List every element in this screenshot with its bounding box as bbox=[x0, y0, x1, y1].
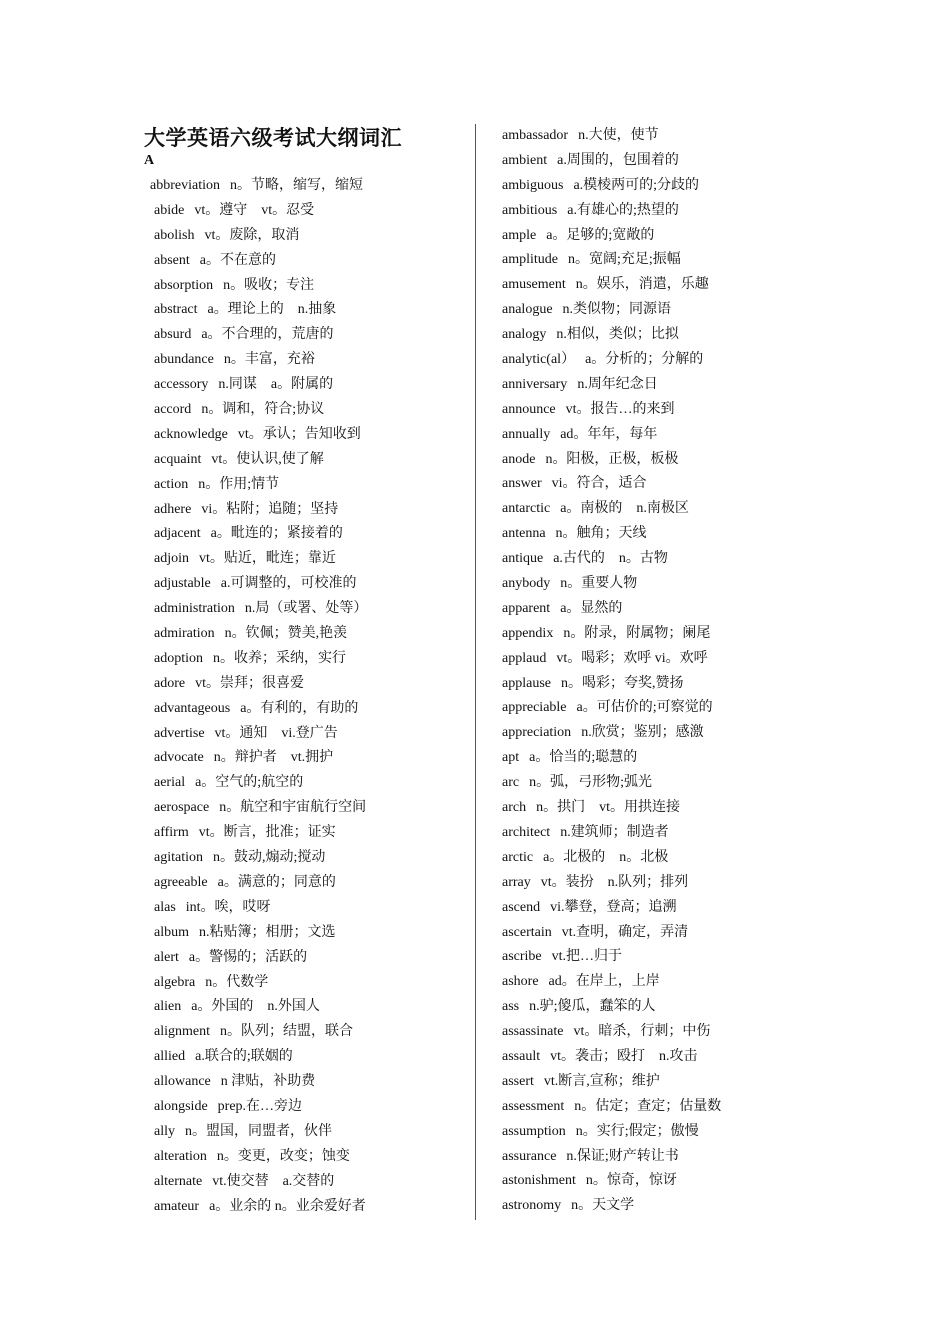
vocab-word: anode bbox=[502, 451, 536, 467]
vocab-definition: a。不在意的 bbox=[199, 252, 276, 268]
vocab-entry bbox=[502, 721, 842, 746]
vocab-word: adjustable bbox=[154, 576, 211, 592]
vocab-definition: int。唉，哎呀 bbox=[185, 899, 271, 915]
vocab-word: affirm bbox=[154, 825, 189, 841]
vocab-entry bbox=[150, 896, 470, 921]
vocab-definition: a。满意的；同意的 bbox=[217, 874, 336, 890]
vocab-word: adoption bbox=[154, 650, 203, 666]
vocab-entry bbox=[502, 1070, 842, 1095]
vocab-definition: vt。通知 vi.登广告 bbox=[214, 725, 338, 741]
vocab-entry bbox=[150, 224, 470, 249]
vocab-entry bbox=[150, 597, 470, 622]
vocab-word: ambassador bbox=[502, 128, 569, 143]
vocab-entry bbox=[502, 1120, 842, 1145]
vocab-definition: a.可调整的，可校准的 bbox=[220, 576, 357, 592]
vocab-word: alongside bbox=[154, 1098, 208, 1114]
vocab-definition: n。触角；天线 bbox=[555, 526, 647, 542]
vocab-word: appendix bbox=[502, 625, 554, 641]
vocab-definition: a.周围的，包围着的 bbox=[557, 152, 679, 168]
vocab-definition: n.同谋 a。附属的 bbox=[218, 377, 334, 393]
vocab-entry bbox=[150, 1170, 470, 1195]
section-letter: A bbox=[144, 153, 155, 168]
vocab-definition: vt.查明，确定，弄清 bbox=[561, 924, 689, 940]
vocab-definition: n。收养；采纳，实行 bbox=[213, 650, 346, 666]
vocab-entry bbox=[150, 323, 470, 348]
vocab-entry bbox=[502, 298, 842, 323]
vocab-entry bbox=[502, 821, 842, 846]
vocab-word: ambitious bbox=[502, 202, 558, 218]
vocab-word: assassinate bbox=[502, 1024, 564, 1040]
vocab-entry bbox=[150, 398, 470, 423]
vocab-word: ascertain bbox=[502, 924, 552, 940]
vocab-definition: vt。喝彩；欢呼 vi。欢呼 bbox=[556, 650, 708, 666]
vocab-word: advocate bbox=[154, 750, 204, 766]
right-column bbox=[502, 124, 842, 1219]
vocab-word: ascend bbox=[502, 899, 541, 915]
vocab-word: adhere bbox=[154, 501, 192, 517]
vocab-word: aerial bbox=[154, 775, 186, 791]
vocab-word: alas bbox=[154, 899, 176, 915]
vocab-word: apt bbox=[502, 750, 520, 766]
vocab-word: alteration bbox=[154, 1148, 207, 1164]
vocab-definition: n 津贴，补助费 bbox=[220, 1074, 316, 1090]
vocab-definition: n.局（或署、处等） bbox=[244, 601, 368, 617]
vocab-definition: a。恰当的;聪慧的 bbox=[529, 750, 638, 766]
vocab-definition: n.保证;财产转让书 bbox=[566, 1148, 679, 1164]
vocab-entry bbox=[150, 572, 470, 597]
vocab-definition: n。弧，弓形物;弧光 bbox=[529, 775, 652, 791]
vocab-entry bbox=[502, 373, 842, 398]
vocab-entry bbox=[150, 846, 470, 871]
vocab-definition: n。丰富，充裕 bbox=[223, 352, 315, 368]
vocab-word: allowance bbox=[154, 1074, 211, 1090]
vocab-word: acknowledge bbox=[154, 426, 228, 442]
vocab-definition: n.驴;傻瓜，蠢笨的人 bbox=[529, 999, 656, 1015]
vocab-definition: n。娱乐，消遣，乐趣 bbox=[575, 277, 709, 293]
vocab-word: accord bbox=[154, 402, 192, 418]
vocab-entry bbox=[150, 498, 470, 523]
vocab-definition: a。业余的 n。业余爱好者 bbox=[209, 1198, 366, 1214]
vocab-word: ample bbox=[502, 227, 537, 243]
vocab-entry bbox=[502, 1194, 842, 1219]
vocab-entry bbox=[502, 945, 842, 970]
vocab-word: assumption bbox=[502, 1123, 566, 1139]
vocab-entry bbox=[150, 174, 470, 199]
vocab-entry bbox=[502, 696, 842, 721]
vocab-definition: ad。年年，每年 bbox=[560, 426, 658, 442]
vocab-word: assurance bbox=[502, 1148, 557, 1164]
vocab-definition: n。盟国，同盟者，伙伴 bbox=[185, 1123, 332, 1139]
vocab-entry bbox=[150, 946, 470, 971]
vocab-entry bbox=[150, 249, 470, 274]
vocab-entry bbox=[150, 1145, 470, 1170]
vocab-definition: vt。崇拜；很喜爱 bbox=[195, 675, 304, 691]
vocab-word: aerospace bbox=[154, 800, 210, 816]
vocab-entry bbox=[502, 796, 842, 821]
vocab-word: assessment bbox=[502, 1098, 565, 1114]
vocab-definition: n。喝彩；夸奖,赞扬 bbox=[560, 675, 684, 691]
vocab-word: abundance bbox=[154, 352, 214, 368]
vocab-word: abide bbox=[154, 202, 185, 218]
vocab-definition: a。警惕的；活跃的 bbox=[188, 949, 308, 965]
vocab-definition: a。有利的，有助的 bbox=[240, 700, 359, 716]
vocab-definition: ad。在岸上，上岸 bbox=[548, 974, 660, 990]
vocab-entry bbox=[150, 1120, 470, 1145]
vocab-entry bbox=[502, 1145, 842, 1170]
vocab-word: amplitude bbox=[502, 252, 558, 268]
vocab-definition: n.类似物；同源语 bbox=[562, 302, 672, 318]
vocab-definition: a。可估价的;可察觉的 bbox=[576, 700, 713, 716]
left-column bbox=[150, 174, 470, 1219]
vocab-definition: a。分析的；分解的 bbox=[585, 352, 704, 368]
vocab-definition: n。拱门 vt。用拱连接 bbox=[536, 800, 680, 816]
vocab-word: allied bbox=[154, 1049, 186, 1065]
vocab-word: absurd bbox=[154, 327, 192, 343]
vocab-word: astonishment bbox=[502, 1173, 576, 1189]
vocab-definition: a。足够的;宽敞的 bbox=[546, 227, 655, 243]
vocab-entry bbox=[502, 771, 842, 796]
vocab-word: agreeable bbox=[154, 874, 208, 890]
vocab-entry bbox=[502, 1045, 842, 1070]
vocab-entry bbox=[502, 995, 842, 1020]
vocab-definition: a。北极的 n。北极 bbox=[543, 849, 669, 865]
vocab-entry bbox=[502, 124, 842, 149]
vocab-word: alignment bbox=[154, 1024, 210, 1040]
vocab-word: arc bbox=[502, 775, 520, 791]
vocab-entry bbox=[502, 1169, 842, 1194]
vocab-definition: a。空气的;航空的 bbox=[195, 775, 304, 791]
vocab-word: annually bbox=[502, 426, 551, 442]
vocab-entry bbox=[150, 298, 470, 323]
vocab-word: applaud bbox=[502, 650, 547, 666]
vocab-entry bbox=[150, 199, 470, 224]
vocab-definition: a。理论上的 n.抽象 bbox=[207, 302, 337, 318]
vocab-word: assert bbox=[502, 1073, 534, 1089]
vocab-word: answer bbox=[502, 476, 542, 492]
vocab-word: adore bbox=[154, 675, 186, 691]
vocab-entry bbox=[150, 1045, 470, 1070]
vocab-word: abbreviation bbox=[150, 178, 220, 193]
vocab-entry bbox=[150, 1020, 470, 1045]
vocab-word: astronomy bbox=[502, 1198, 562, 1214]
vocab-word: accessory bbox=[154, 377, 209, 393]
vocab-definition: n。附录，附属物；阑尾 bbox=[563, 625, 711, 641]
vocab-entry bbox=[150, 373, 470, 398]
vocab-word: antique bbox=[502, 551, 544, 567]
vocab-word: adjoin bbox=[154, 551, 189, 567]
vocab-word: absorption bbox=[154, 277, 214, 293]
vocab-definition: n。作用;情节 bbox=[198, 476, 280, 492]
vocab-word: agitation bbox=[154, 850, 203, 866]
vocab-definition: n。钦佩；赞美,艳羡 bbox=[224, 626, 348, 642]
vocab-definition: vi。符合，适合 bbox=[551, 476, 647, 492]
vocab-definition: vt。遵守 vt。忍受 bbox=[194, 202, 315, 218]
vocab-entry bbox=[150, 921, 470, 946]
vocab-entry bbox=[502, 423, 842, 448]
vocab-word: administration bbox=[154, 601, 235, 617]
vocab-definition: vi。粘附；追随；坚持 bbox=[201, 501, 339, 517]
vocab-word: announce bbox=[502, 401, 556, 417]
vocab-entry bbox=[502, 622, 842, 647]
vocab-entry bbox=[150, 622, 470, 647]
vocab-entry bbox=[502, 448, 842, 473]
vocab-word: admiration bbox=[154, 626, 215, 642]
vocab-definition: n。天文学 bbox=[571, 1198, 635, 1214]
vocab-entry bbox=[150, 697, 470, 722]
vocab-word: advantageous bbox=[154, 700, 231, 716]
vocab-entry bbox=[502, 398, 842, 423]
vocab-word: ally bbox=[154, 1123, 175, 1139]
page-title: 大学英语六级考试大纲词汇 bbox=[144, 126, 402, 150]
vocab-definition: vt。报告…的来到 bbox=[565, 401, 675, 417]
vocab-entry bbox=[150, 771, 470, 796]
vocab-entry bbox=[502, 970, 842, 995]
vocab-definition: vt.把…归于 bbox=[551, 949, 623, 965]
vocab-definition: n.欣赏；鉴别；感激 bbox=[581, 725, 704, 741]
vocab-entry bbox=[150, 274, 470, 299]
vocab-word: alert bbox=[154, 949, 179, 965]
vocab-definition: n。航空和宇宙航行空间 bbox=[219, 800, 367, 816]
vocab-word: applause bbox=[502, 675, 551, 691]
vocab-definition: n。惊奇，惊讶 bbox=[585, 1173, 677, 1189]
vocab-definition: n.粘贴簿；相册；文选 bbox=[199, 924, 336, 940]
vocab-word: amusement bbox=[502, 277, 566, 293]
vocab-definition: n。重要人物 bbox=[560, 576, 638, 592]
vocab-entry bbox=[502, 348, 842, 373]
vocab-definition: vt。袭击；殴打 n.攻击 bbox=[550, 1048, 698, 1064]
vocab-definition: n。变更，改变；蚀变 bbox=[216, 1148, 350, 1164]
vocab-definition: a。南极的 n.南极区 bbox=[560, 501, 689, 517]
vocab-entry bbox=[502, 547, 842, 572]
vocab-word: analogy bbox=[502, 327, 547, 343]
vocab-word: assault bbox=[502, 1048, 541, 1064]
vocab-entry bbox=[502, 248, 842, 273]
vocab-word: anybody bbox=[502, 576, 551, 592]
column-divider bbox=[475, 124, 476, 1220]
vocab-entry bbox=[150, 796, 470, 821]
vocab-word: ambiguous bbox=[502, 177, 564, 193]
vocab-definition: a。显然的 bbox=[560, 600, 623, 616]
vocab-entry bbox=[502, 1095, 842, 1120]
vocab-entry bbox=[150, 448, 470, 473]
vocab-word: antenna bbox=[502, 526, 546, 542]
vocab-definition: vt。贴近，毗连；靠近 bbox=[199, 551, 336, 567]
vocab-entry bbox=[502, 896, 842, 921]
vocab-entry bbox=[502, 273, 842, 298]
vocab-definition: n。实行;假定；傲慢 bbox=[575, 1123, 699, 1139]
vocab-definition: n.建筑师；制造者 bbox=[560, 824, 669, 840]
vocab-word: array bbox=[502, 874, 531, 890]
vocab-word: absent bbox=[154, 252, 190, 268]
vocab-definition: n。节略，缩写，缩短 bbox=[229, 178, 363, 193]
vocab-entry bbox=[502, 174, 842, 199]
vocab-word: adjacent bbox=[154, 526, 201, 542]
vocab-definition: a。毗连的；紧接着的 bbox=[210, 526, 343, 542]
vocab-definition: a.模棱两可的;分歧的 bbox=[573, 177, 700, 193]
vocab-definition: n。宽阔;充足;振幅 bbox=[568, 252, 681, 268]
vocab-entry bbox=[150, 971, 470, 996]
vocab-word: apparent bbox=[502, 600, 551, 616]
vocab-definition: a。不合理的，荒唐的 bbox=[201, 327, 334, 343]
vocab-definition: n。吸收；专注 bbox=[223, 277, 315, 293]
vocab-definition: vt。承认；告知收到 bbox=[237, 426, 361, 442]
vocab-word: ambient bbox=[502, 152, 548, 168]
vocab-word: advertise bbox=[154, 725, 205, 741]
vocab-entry bbox=[150, 348, 470, 373]
vocab-entry bbox=[150, 821, 470, 846]
vocab-definition: a。外国的 n.外国人 bbox=[191, 999, 320, 1015]
vocab-definition: n。代数学 bbox=[205, 974, 269, 990]
vocab-entry bbox=[150, 423, 470, 448]
vocab-word: ascribe bbox=[502, 949, 542, 965]
vocab-word: album bbox=[154, 924, 189, 940]
vocab-word: antarctic bbox=[502, 501, 551, 517]
vocab-entry bbox=[502, 597, 842, 622]
vocab-definition: n。阳极，正极，板极 bbox=[545, 451, 679, 467]
vocab-entry bbox=[502, 497, 842, 522]
vocab-entry bbox=[502, 871, 842, 896]
vocab-word: arctic bbox=[502, 849, 534, 865]
vocab-entry bbox=[502, 572, 842, 597]
vocab-definition: vt。废除，取消 bbox=[204, 227, 300, 243]
vocab-definition: vi.攀登，登高；追溯 bbox=[550, 899, 677, 915]
vocab-entry bbox=[502, 846, 842, 871]
vocab-word: action bbox=[154, 476, 189, 492]
vocab-definition: vt。断言，批准；证实 bbox=[198, 825, 336, 841]
vocab-definition: n。队列；结盟，联合 bbox=[220, 1024, 353, 1040]
vocab-entry bbox=[150, 547, 470, 572]
vocab-entry bbox=[502, 522, 842, 547]
vocab-word: abstract bbox=[154, 302, 198, 318]
vocab-word: appreciation bbox=[502, 725, 572, 741]
vocab-entry bbox=[150, 473, 470, 498]
vocab-word: acquaint bbox=[154, 451, 202, 467]
vocab-word: analytic(al） bbox=[502, 352, 576, 368]
vocab-entry bbox=[502, 199, 842, 224]
vocab-definition: n。估定；查定；估量数 bbox=[574, 1098, 722, 1114]
vocab-word: alternate bbox=[154, 1173, 203, 1189]
vocab-word: anniversary bbox=[502, 376, 568, 392]
vocab-definition: n。鼓动,煽动;搅动 bbox=[213, 850, 326, 866]
vocab-definition: n。辩护者 vt.拥护 bbox=[213, 750, 334, 766]
vocab-definition: vt。装扮 n.队列；排列 bbox=[540, 874, 689, 890]
vocab-entry bbox=[150, 1195, 470, 1220]
vocab-entry bbox=[150, 871, 470, 896]
vocab-entry bbox=[502, 746, 842, 771]
vocab-entry bbox=[150, 522, 470, 547]
vocab-definition: a.古代的 n。古物 bbox=[553, 551, 668, 567]
vocab-entry bbox=[502, 149, 842, 174]
vocab-word: architect bbox=[502, 824, 551, 840]
vocab-entry bbox=[502, 323, 842, 348]
vocab-definition: vt.断言,宣称；维护 bbox=[543, 1073, 660, 1089]
vocab-word: appreciable bbox=[502, 700, 567, 716]
vocab-entry bbox=[502, 224, 842, 249]
vocab-word: alien bbox=[154, 999, 182, 1015]
vocab-definition: n.周年纪念日 bbox=[577, 376, 658, 392]
vocab-definition: n.相似，类似；比拟 bbox=[556, 327, 679, 343]
vocab-entry bbox=[150, 647, 470, 672]
vocab-entry bbox=[150, 746, 470, 771]
vocab-word: ass bbox=[502, 999, 520, 1015]
vocab-entry bbox=[150, 1095, 470, 1120]
vocab-entry bbox=[150, 995, 470, 1020]
vocab-word: analogue bbox=[502, 302, 553, 318]
vocab-definition: a.联合的;联姻的 bbox=[195, 1049, 293, 1065]
vocab-entry bbox=[502, 472, 842, 497]
vocab-definition: vt。暗杀，行刺；中伤 bbox=[573, 1024, 711, 1040]
vocab-entry bbox=[502, 647, 842, 672]
vocab-word: algebra bbox=[154, 974, 196, 990]
vocab-definition: vt。使认识,使了解 bbox=[211, 451, 324, 467]
vocab-definition: n.大使，使节 bbox=[578, 128, 659, 143]
vocab-definition: a.有雄心的;热望的 bbox=[567, 202, 679, 218]
vocab-word: ashore bbox=[502, 974, 539, 990]
vocab-definition: n。调和，符合;协议 bbox=[201, 402, 325, 418]
vocab-definition: vt.使交替 a.交替的 bbox=[212, 1173, 335, 1189]
vocab-entry bbox=[150, 672, 470, 697]
vocab-entry bbox=[502, 1020, 842, 1045]
vocab-word: arch bbox=[502, 800, 527, 816]
vocab-word: abolish bbox=[154, 227, 195, 243]
vocab-entry bbox=[502, 921, 842, 946]
vocab-word: amateur bbox=[154, 1198, 200, 1214]
vocab-definition: prep.在…旁边 bbox=[217, 1098, 303, 1114]
vocab-entry bbox=[150, 722, 470, 747]
vocab-entry bbox=[502, 672, 842, 697]
vocab-entry bbox=[150, 1070, 470, 1095]
